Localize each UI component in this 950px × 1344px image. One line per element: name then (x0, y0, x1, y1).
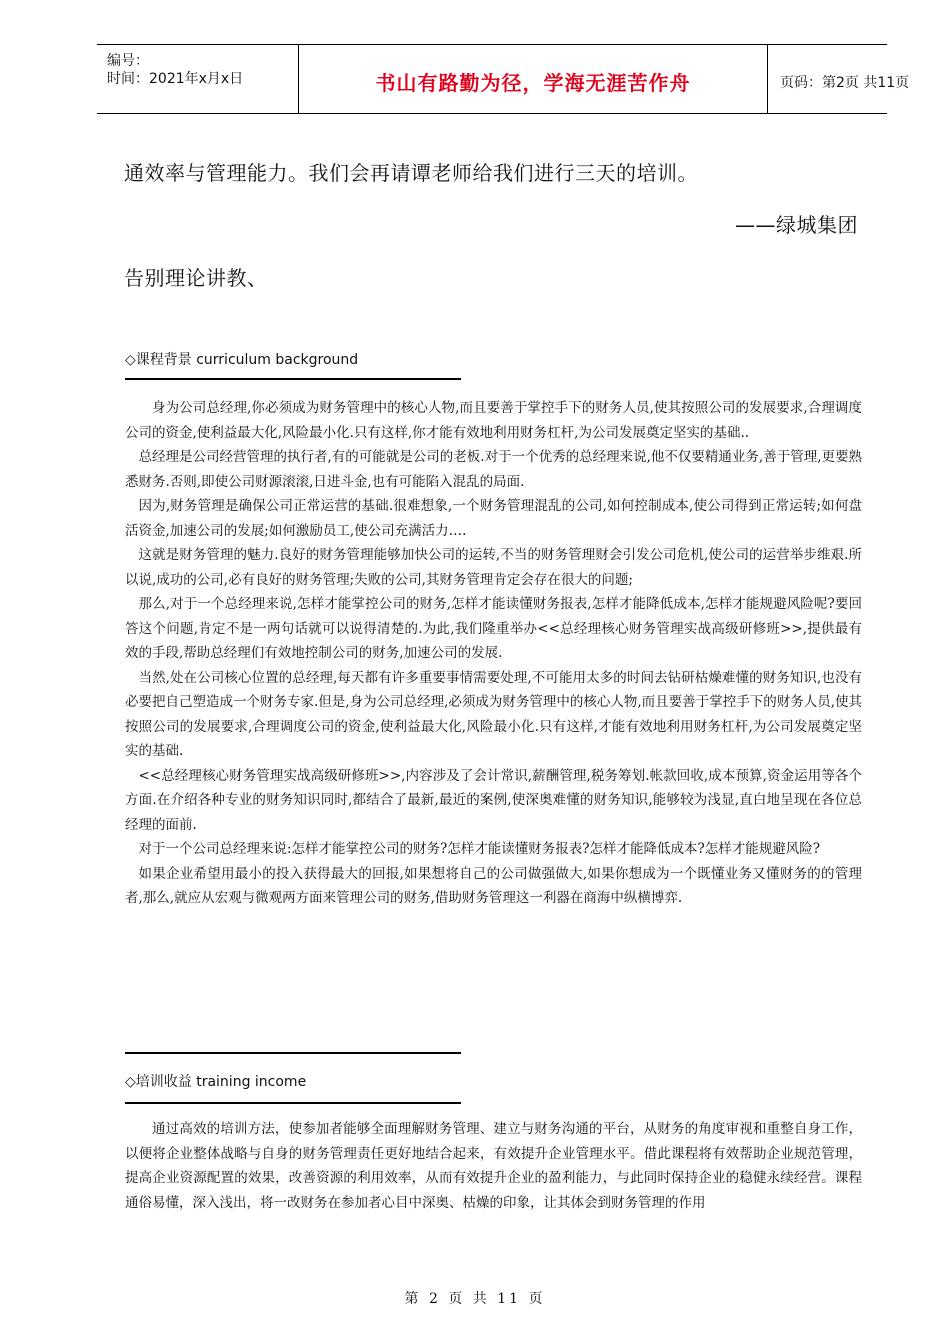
paragraph: 对于一个公司总经理来说:怎样才能掌控公司的财务?怎样才能读懂财务报表?怎样才能降低成本?怎样才能规避风险? (138, 841, 820, 857)
intro-heading: 告别理论讲教、 (124, 266, 268, 290)
section-divider (125, 378, 461, 380)
section-title-background: ◇课程背景 curriculum background (125, 352, 359, 368)
paragraph: 通过高效的培训方法，使参加者能够全面理解财务管理、建立与财务沟通的平台，从财务的角度审视和重整自身工作，以便将企业整体战略与自身的财务管理责任更好地结合起来，有效提升企业管理水平。借此课程将有效帮助企业规范管理，提高企业资源配置的效果，改善资源的利用效率，从而有效提升企业的盈利能力，与此同时保持企业的稳健永续经营。课程通俗易懂，深入浅出，将一改财务在参加者心目中深奥、枯燥的印象，让其体会到财务管理的作用 (125, 1121, 862, 1211)
section-divider (125, 1102, 461, 1104)
header-motto: 书山有路勤为径，学海无涯苦作舟 (375, 71, 691, 95)
header-motto-cell (299, 45, 768, 113)
paragraph: 当然,处在公司核心位置的总经理,每天都有许多重要事情需要处理,不可能用太多的时间去钻研枯燥难懂的财务知识,也没有必要把自己塑造成一个财务专家.但是,身为公司总经理,必须成为财务管理中的核心人物,而且要善于掌控手下的财务人员,使其按照公司的发展要求,合理调度公司的资金,使利益最大化,风险最小化.只有这样,才能有效地利用财务杠杆,为公司发展奠定坚实的基础. (125, 669, 862, 759)
section-body-background (125, 396, 862, 911)
document-number-label: 编号： (107, 53, 149, 69)
intro-attribution: ——绿城集团 (735, 213, 858, 237)
page-footer: 第 2 页 共 11 页 (404, 1291, 546, 1307)
paragraph: 如果企业希望用最小的投入获得最大的回报,如果想将自己的公司做强做大,如果你想成为一个既懂业务又懂财务的的管理者,那么,就应从宏观与微观两方面来管理公司的财务,借助财务管理这一利器在商海中纵横博弈. (125, 865, 862, 906)
header-page-number: 页码：第2页 共11页 (780, 75, 910, 91)
paragraph: 这就是财务管理的魅力.良好的财务管理能够加快公司的运转,不当的财务管理财会引发公司危机,使公司的运营举步维艰.所以说,成功的公司,必有良好的财务管理;失败的公司,其财务管理肯定会存在很大的问题; (125, 547, 862, 588)
section-title-income: ◇培训收益 training income (125, 1074, 307, 1090)
document-time-label: 时间：2021年x月x日 (107, 71, 244, 87)
section-body-income (125, 1117, 862, 1215)
paragraph: <<总经理核心财务管理实战高级研修班>>,内容涉及了会计常识,薪酬管理,税务筹划.帐款回收,成本预算,资金运用等各个方面.在介绍各种专业的财务知识同时,都结合了最新,最近的案例,使深奥难懂的财务知识,能够较为浅显,直白地呈现在各位总经理的面前. (125, 767, 862, 833)
section-divider (125, 1052, 461, 1054)
page-header (97, 44, 910, 114)
paragraph: 因为,财务管理是确保公司正常运营的基础.很难想象,一个财务管理混乱的公司,如何控制成本,使公司得到正常运转;如何盘活资金,加速公司的发展;如何激励员工,使公司充满活力…. (125, 498, 862, 539)
intro-line: 通效率与管理能力。我们会再请谭老师给我们进行三天的培训。 (124, 161, 698, 185)
paragraph: 身为公司总经理,你必须成为财务管理中的核心人物,而且要善于掌控手下的财务人员,使其按照公司的发展要求,合理调度公司的资金,使利益最大化,风险最小化.只有这样,你才能有效地利用财务杠杆,为公司发展奠定坚实的基础.. (125, 400, 862, 441)
paragraph: 那么,对于一个总经理来说,怎样才能掌控公司的财务,怎样才能读懂财务报表,怎样才能降低成本,怎样才能规避风险呢?要回答这个问题,肯定不是一两句话就可以说得清楚的.为此,我们隆重举办<<总经理核心财务管理实战高级研修班>>,提供最有效的手段,帮助总经理们有效地控制公司的财务,加速公司的发展. (125, 596, 862, 661)
paragraph: 总经理是公司经营管理的执行者,有的可能就是公司的老板.对于一个优秀的总经理来说,他不仅要精通业务,善于管理,更要熟悉财务.否则,即使公司财源滚滚,日进斗金,也有可能陷入混乱的局面. (125, 449, 862, 490)
header-page-cell (768, 45, 910, 113)
header-info-cell (97, 45, 299, 113)
